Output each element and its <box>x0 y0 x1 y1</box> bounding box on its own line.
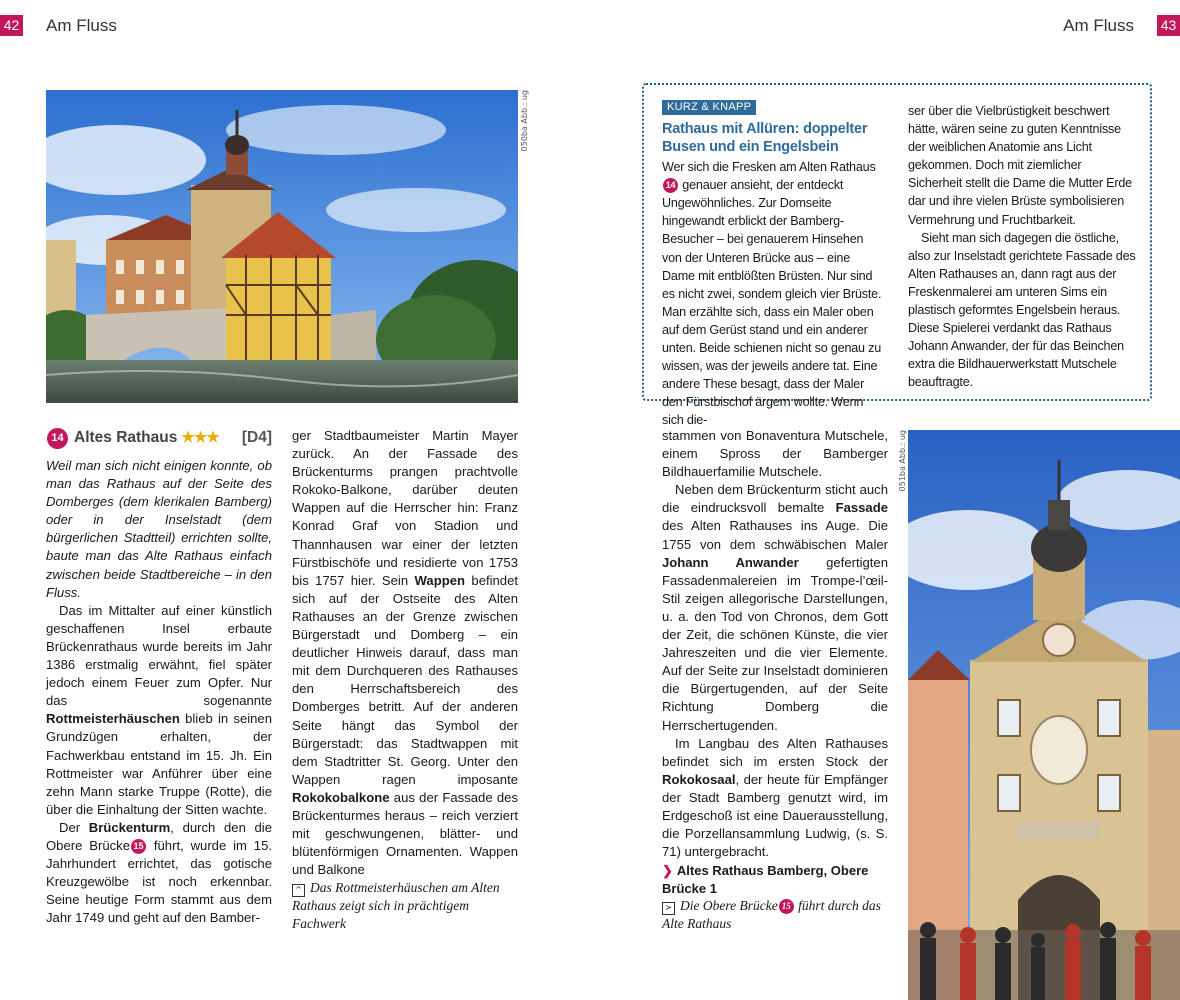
right-page-number: 43 <box>1157 15 1180 36</box>
text: blieb in seinen Grundzügen erhalten, der Fachwerkbau entstand im 15. Jh. Ein Rottmeister war Anführer über eine zehn Mann starke Truppe (Rotte), die über die Einhaltung der Sitten wachte. <box>46 711 272 817</box>
text-column-2 <box>292 427 518 879</box>
bold-term: Rokokosaal <box>662 771 736 787</box>
text: aus der Fassade des Brückenturmes heraus – reich verziert mit geschwungenen, blätter- und blütenförmigen Ornamenten. Wappen und Balkone <box>292 789 518 878</box>
text-column-3 <box>662 427 888 898</box>
body-paragraph <box>662 481 888 734</box>
sight-intro: Weil man sich nicht einigen konnte, ob man das Rathaus auf der Seite des Domberges (dem klerikalen Bamberg) oder in der Inselstadt (dem bürgerlichen Stadtteil) errichten sollte, baute man das Alte Rathaus einfach zwischen beide Stadtbereiche – in den Fluss. <box>46 458 272 600</box>
box-text: genauer ansieht, der entdeckt Ungewöhnliches. Zur Domseite hingewandt erblickt der Bamberg-Besucher – bei genauerem Hinsehen von der Unteren Brücke aus – eine Dame mit entblößten Brüsten. Nur sind es nicht zwei, sondem gleich vier Brüste. Man erzählte sich, dass ein Maler oben auf dem Gerüst stand und ein anderer unten. Beide schienen nicht so genau zu wissen, was der jeweils andere tat. Eine andere These besagt, dass der Maler den Fürstbischof ärgern wollte. Wenn sich die- <box>662 178 882 428</box>
sight-title: Altes Rathaus <box>74 429 178 446</box>
photo-credit-top: 050ba Abb.: ug <box>520 90 529 152</box>
text: des Alten Rathauses ins Auge. Die 1755 von dem schwäbischen Maler <box>662 518 888 552</box>
box-right-column <box>908 102 1138 392</box>
bold-term: Fassade <box>835 500 888 516</box>
map-grid-reference: [D4] <box>241 429 272 446</box>
caption-pointer-right-icon: > <box>662 902 675 915</box>
chevron-right-icon: ❯ <box>662 863 673 879</box>
bold-term: Brückenturm <box>88 819 171 835</box>
caption-pointer-up-icon: ^ <box>292 884 305 897</box>
left-page-number: 42 <box>0 15 23 36</box>
text: Neben dem Brückenturm sticht auch die eindrucksvoll bemalte <box>662 482 888 516</box>
box-paragraph: ser über die Vielbrüstigkeit beschwert hätte, wären seine zu guten Kenntnisse der weiblichen Anatomie ans Licht gekommen. Doch mit ziemlicher Sicherheit stellt die Dame die Mutter Erde dar und ihre vielen Brüste symbolisieren Vermehrung und Fruchtbarkeit. <box>908 104 1132 227</box>
box-title: Rathaus mit Allüren: doppelter Busen und ein Engelsbein <box>662 121 868 156</box>
text: ger Stadtbaumeister Martin Mayer zurück. An der Fassade des Brückenturms prangen prachtvolle Rokoko-Balkone, darüber deuten Wappen auf die Herrscher hin: Franz Konrad Graf von Stadion und Thannhausen war einer der letzten Fürstbischöfe und residierte von 1753 bis 1757 hier. Sein <box>292 428 518 588</box>
body-paragraph: stammen von Bonaventura Mutschele, einem Spross der Bamberger Bildhauerfamilie Mutschele. <box>662 428 888 480</box>
bold-term: Wappen <box>414 572 465 588</box>
photo-brueckenturm-image <box>908 430 1180 1000</box>
box-text: Wer sich die Fresken am Alten Rathaus <box>662 160 876 175</box>
bold-term: Johann Anwander <box>662 554 799 570</box>
text: gefertigten Fassadenmalereien im Trompe-l’œil-Stil zeigen allegorische Darstellungen, u. a. den Tod von Chronos, dem Gott der Zeit, die schönen Künste, die vier Jahreszeiten und die vier Elemente. Auf der Seite zur Inselstadt dominieren die Bürgertugenden, auf der Seite Richtung Domberg die Herrschertugenden. <box>662 554 888 733</box>
box-paragraph: Sieht man sich dagegen die östliche, also zur Inselstadt gerichtete Fassade des Alten Rathauses an, dann ragt aus der Freskenmalerei am unteren Sims ein plastisch geformtes Engelsbein heraus. Diese Spielerei verdankt das Rathaus Johann Anwander, der für das Beinchen extra die Bildhauerwerkstatt Mutschele beauftragte. <box>908 230 1136 390</box>
sight-heading <box>46 427 272 449</box>
photo-credit-bottom: 051ba Abb.: ug <box>898 430 907 492</box>
bold-term: Rokokobalkone <box>292 789 390 805</box>
bold-term: Rottmeisterhäuschen <box>46 711 180 727</box>
address-line <box>662 862 888 898</box>
sight-number-badge: 14 <box>663 178 678 193</box>
text: führt, wurde im 15. Jahrhundert errichtet, das gotische Kreuzgewölbe ist noch erkennbar. Seine heutige Form stammt aus dem Jahr 1749 und geht auf den Bamber- <box>46 837 272 926</box>
sight-number-badge: 15 <box>779 899 794 914</box>
text: Der <box>59 819 89 835</box>
text: befindet sich auf der Ostseite des Alten Rathauses an der Grenze zwischen Bürgerstadt und Domberg – ein deutlicher Hinweis darauf, dass man mit dem Durchqueren des Rathauses den Herrschaftsbereich des Domberges betritt. Auf der anderen Seite hängt das Symbol der Bürgerstadt: das Stadtwappen mit dem Stadtritter St. Georg. Unter den Wappen ragen imposante <box>292 572 519 787</box>
sight-number-badge: 14 <box>47 428 68 449</box>
left-running-head: Am Fluss <box>46 16 117 35</box>
text: , der heute für Empfänger der Stadt Bamberg genutzt wird, im Erdgeschoß ist eine Dauerausstellung, die Porzellansammlung Ludwig, (s. S. 71) untergebracht. <box>662 771 888 860</box>
body-paragraph <box>46 819 272 928</box>
sight-number-badge: 15 <box>131 839 146 854</box>
photo-altes-rathaus-river-image <box>46 90 518 403</box>
text: Das im Mittalter auf einer künstlich geschaffenen Insel erbaute Brückenrathaus wurde bereits im Jahr 1386 erstmalig erwähnt, fiel später jedoch einem Feuer zum Opfer. Nur das sogenannte <box>46 602 272 709</box>
body-paragraph <box>292 427 518 879</box>
right-running-head: Am Fluss <box>1063 16 1134 35</box>
caption-left <box>292 879 518 933</box>
address-text: Altes Rathaus Bamberg, Obere Brücke 1 <box>662 863 869 897</box>
body-paragraph <box>662 735 888 862</box>
caption-text: führt durch das Alte Rathaus <box>662 898 881 931</box>
caption-right <box>662 897 888 933</box>
box-left-column <box>662 97 884 430</box>
caption-text: Die Obere Brücke <box>680 898 778 913</box>
photo-brueckenturm <box>908 430 1180 1000</box>
text: Im Langbau des Alten Rathauses befindet sich im ersten Stock der <box>662 735 888 769</box>
text-column-1 <box>46 427 272 927</box>
rating-stars: ★★★ <box>181 429 219 446</box>
text: , durch den die Obere Brücke <box>46 819 272 853</box>
kurz-knapp-box <box>642 83 1152 428</box>
photo-altes-rathaus-river <box>46 90 518 403</box>
caption-text: Das Rottmeisterhäuschen am Alten Rathaus zeigt sich in prächtigem Fachwerk <box>292 880 500 931</box>
box-tag: KURZ & KNAPP <box>662 100 756 115</box>
body-paragraph <box>46 602 272 819</box>
